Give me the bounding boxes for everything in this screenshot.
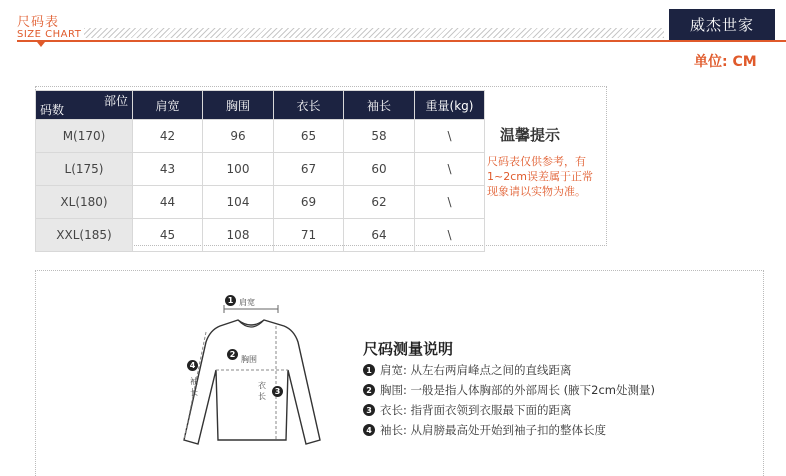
list-item [363, 420, 655, 440]
corner-top-label: 部位 [103, 94, 128, 108]
table-cell: \ [415, 186, 485, 219]
list-item [363, 360, 655, 380]
marker-2: 2 [227, 349, 238, 360]
list-item [363, 380, 655, 400]
table-cell: \ [415, 120, 485, 153]
column-header: 重量(kg) [415, 91, 485, 120]
table-cell: 62 [344, 186, 415, 219]
table-cell: 45 [133, 219, 203, 252]
table-cell: \ [415, 153, 485, 186]
table-header-row [36, 91, 485, 120]
column-header: 胸围 [203, 91, 274, 120]
column-header: 袖长 [344, 91, 415, 120]
shoulder-label: 肩宽 [239, 298, 255, 307]
number-badge: 3 [363, 404, 375, 416]
size-cell: XL(180) [36, 186, 133, 219]
table-row [36, 120, 485, 153]
brand-badge: 威杰世家 [669, 9, 775, 40]
unit-label: 单位: CM [694, 54, 757, 70]
table-cell: 44 [133, 186, 203, 219]
table-cell: 60 [344, 153, 415, 186]
section-title: 尺码表 [17, 15, 60, 30]
list-item-text: 胸围: 一般是指人体胸部的外部周长 (腋下2cm处测量) [380, 383, 655, 397]
table-row [36, 219, 485, 252]
hatch-decoration [84, 28, 664, 38]
table-cell: 100 [203, 153, 274, 186]
corner-bottom-label: 码数 [40, 103, 65, 117]
marker-1: 1 [225, 295, 236, 306]
length-label: 衣长 [258, 381, 266, 401]
marker-4: 4 [187, 360, 198, 371]
size-cell: XXL(185) [36, 219, 133, 252]
header-divider [17, 40, 786, 42]
table-cell: 58 [344, 120, 415, 153]
size-table [35, 90, 485, 252]
table-cell: 42 [133, 120, 203, 153]
table-cell: 65 [274, 120, 344, 153]
table-cell: 104 [203, 186, 274, 219]
sleeve-label: 袖长 [190, 377, 198, 397]
size-cell: M(170) [36, 120, 133, 153]
table-cell: 43 [133, 153, 203, 186]
size-cell: L(175) [36, 153, 133, 186]
table-cell: \ [415, 219, 485, 252]
divider-pointer [37, 42, 45, 47]
list-item-text: 肩宽: 从左右两肩峰点之间的直线距离 [380, 363, 572, 377]
list-item [363, 400, 655, 420]
corner-header [36, 91, 133, 120]
table-cell: 69 [274, 186, 344, 219]
column-header: 衣长 [274, 91, 344, 120]
number-badge: 4 [363, 424, 375, 436]
header [0, 0, 786, 48]
number-badge: 2 [363, 384, 375, 396]
marker-3: 3 [272, 386, 283, 397]
measurement-list [363, 360, 655, 440]
table-cell: 71 [274, 219, 344, 252]
table-row [36, 153, 485, 186]
section-subtitle: SIZE CHART [17, 29, 82, 40]
column-header: 肩宽 [133, 91, 203, 120]
table-cell: 108 [203, 219, 274, 252]
chest-label: 胸围 [241, 355, 257, 364]
list-item-text: 袖长: 从肩膀最高处开始到袖子扣的整体长度 [380, 423, 607, 437]
list-item-text: 衣长: 指背面衣领到衣服最下面的距离 [380, 403, 572, 417]
number-badge: 1 [363, 364, 375, 376]
measurement-title: 尺码测量说明 [363, 340, 454, 358]
tip-title: 温馨提示 [500, 126, 561, 144]
tip-body: 尺码表仅供参考，有1~2cm误差属于正常现象请以实物为准。 [487, 155, 593, 198]
table-cell: 96 [203, 120, 274, 153]
table-cell: 67 [274, 153, 344, 186]
table-row [36, 186, 485, 219]
table-cell: 64 [344, 219, 415, 252]
